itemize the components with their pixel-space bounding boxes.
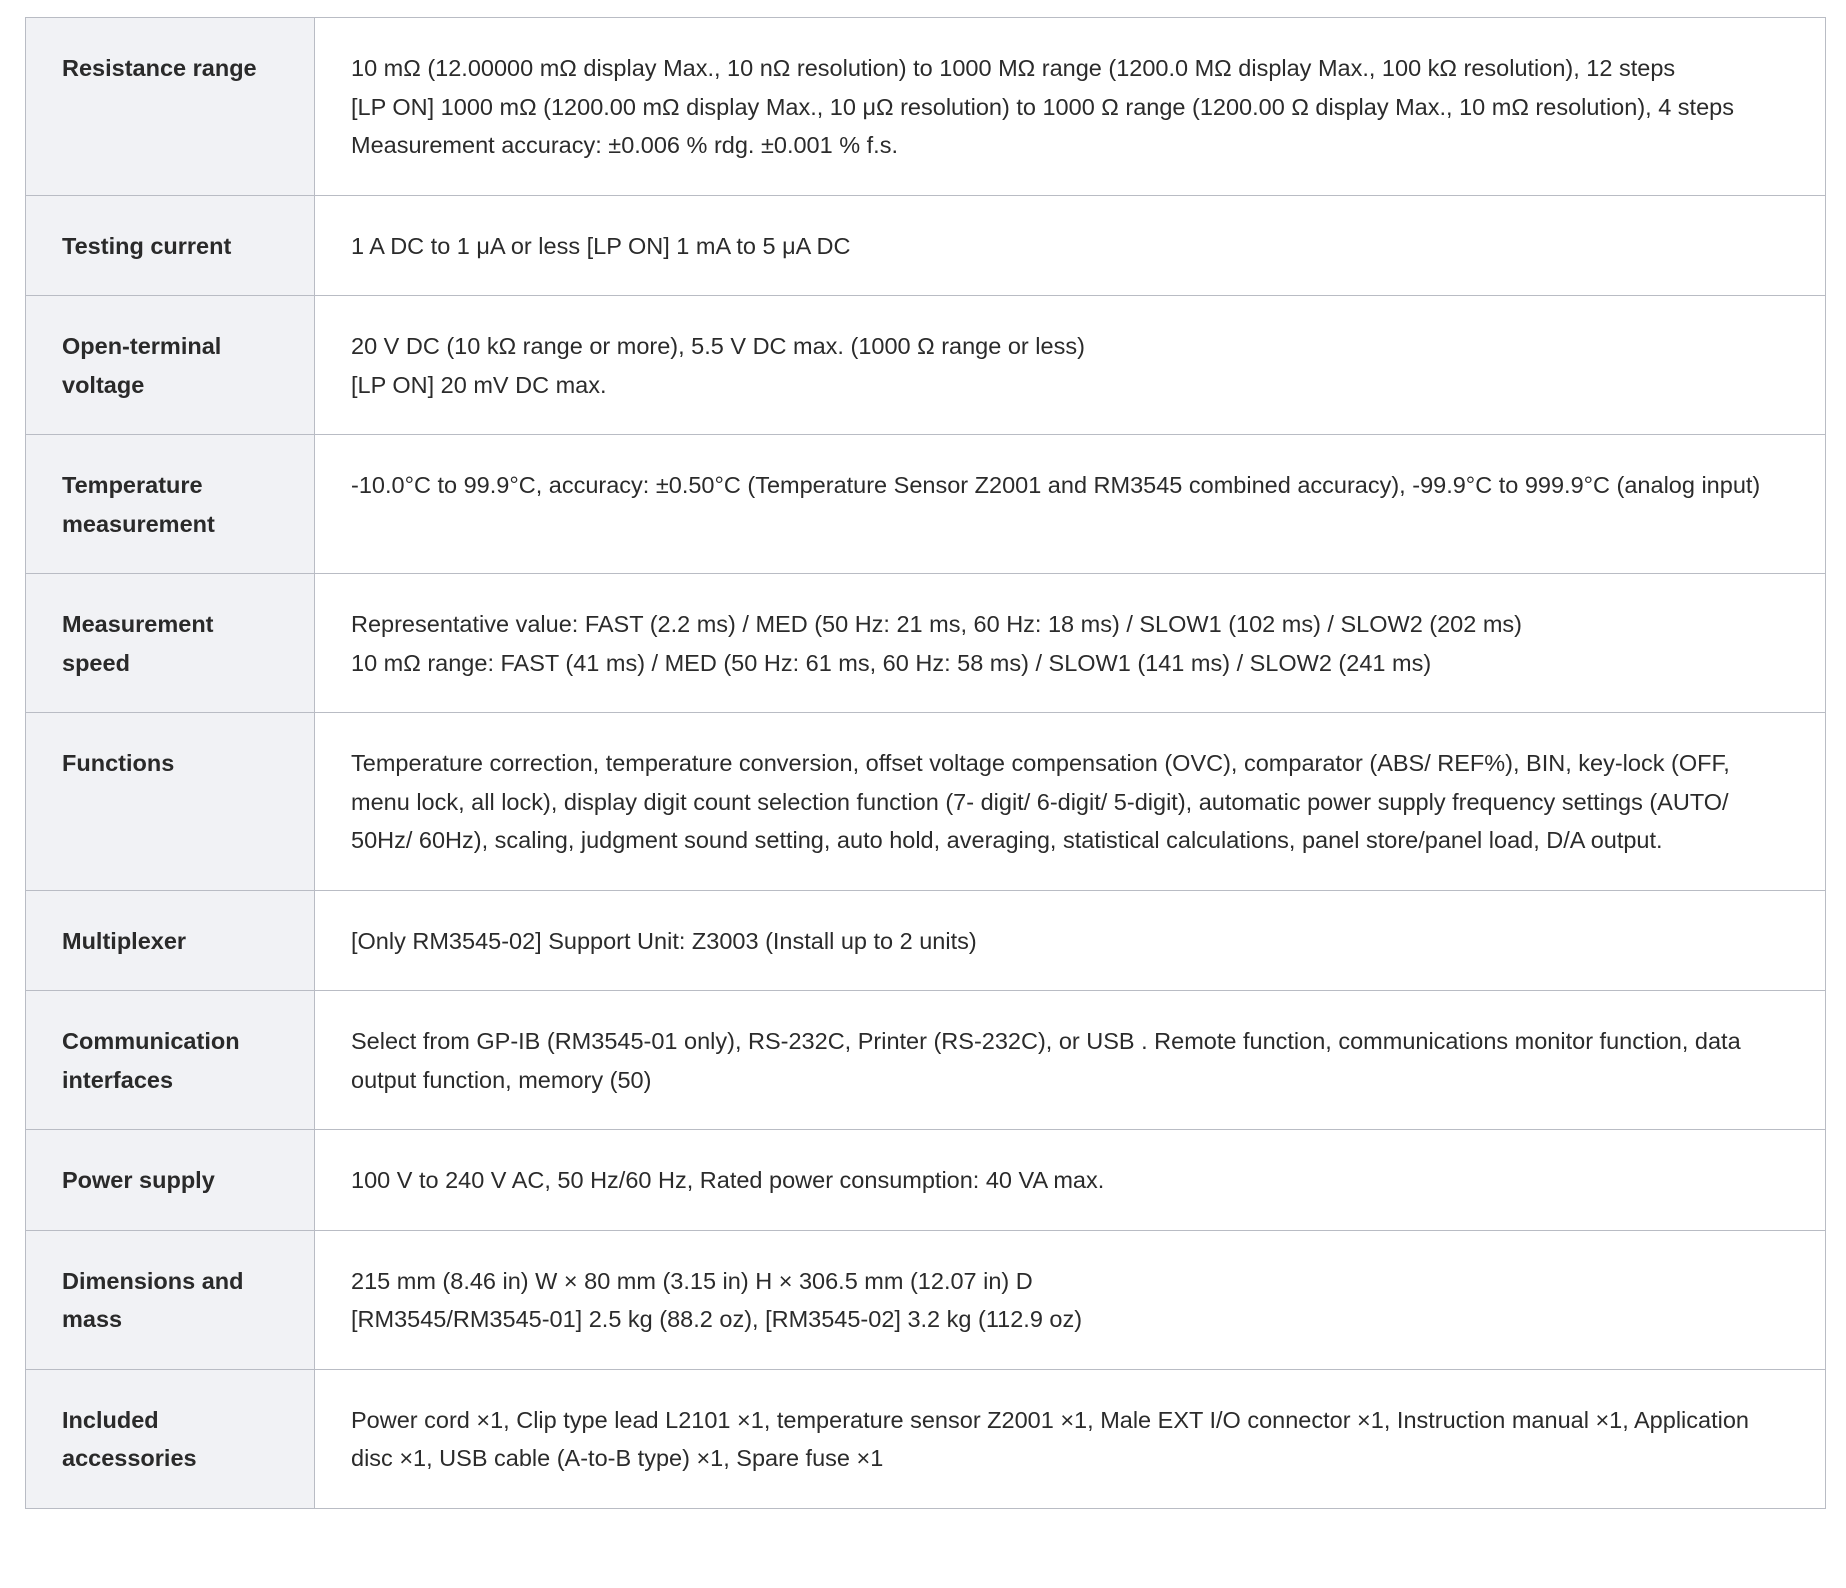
spec-value-line: [RM3545/RM3545-01] 2.5 kg (88.2 oz), [RM3545-02] 3.2 kg (112.9 oz): [351, 1306, 1083, 1332]
spec-value-line: [Only RM3545-02] Support Unit: Z3003 (Install up to 2 units): [351, 927, 977, 954]
spec-label: Measurement speed: [26, 574, 315, 713]
spec-label: Open-terminal voltage: [26, 296, 315, 435]
spec-value: [315, 1369, 1826, 1508]
spec-value-line: 20 V DC (10 kΩ range or more), 5.5 V DC max. (1000 Ω range or less): [351, 333, 1085, 359]
spec-value-line: 100 V to 240 V AC, 50 Hz/60 Hz, Rated power consumption: 40 VA max.: [351, 1167, 1105, 1193]
spec-value: [315, 195, 1826, 296]
spec-label: Power supply: [26, 1130, 315, 1231]
spec-value-line: 10 mΩ (12.00000 mΩ display Max., 10 nΩ resolution) to 1000 MΩ range (1200.0 MΩ display Max., 100 kΩ resolution), 12 steps: [351, 55, 1676, 81]
spec-value: [315, 890, 1826, 991]
spec-value: [315, 1230, 1826, 1369]
spec-value-line: Temperature correction, temperature conversion, offset voltage compensation (OVC), comparator (ABS/ REF%), BIN, key-lock (OFF, menu lock, all lock), display digit count selection function (7- digit/ 6-digit/ 5-digit), automatic power supply frequency settings (AUTO/ 50Hz/ 60Hz), scaling, judgment sound setting, auto hold, averaging, statistical calculations, panel store/panel load, D/A output.: [351, 750, 1730, 853]
spec-row-dimensions-and-mass: [26, 1230, 1826, 1369]
spec-value-line: Select from GP-IB (RM3545-01 only), RS-232C, Printer (RS-232C), or USB . Remote function, communications monitor function, data output function, memory (50): [351, 1028, 1741, 1093]
spec-value-line: Power cord ×1, Clip type lead L2101 ×1, temperature sensor Z2001 ×1, Male EXT I/O connector ×1, Instruction manual ×1, Application disc ×1, USB cable (A-to-B type) ×1, Spare fuse ×1: [351, 1406, 1749, 1471]
spec-value: [315, 18, 1826, 196]
spec-value: [315, 713, 1826, 891]
spec-label: Included accessories: [26, 1369, 315, 1508]
spec-value: [315, 435, 1826, 574]
spec-label: Functions: [26, 713, 315, 891]
spec-label: Multiplexer: [26, 890, 315, 991]
spec-row-temperature-measurement: [26, 435, 1826, 574]
spec-value: [315, 991, 1826, 1130]
spec-value-line: Representative value: FAST (2.2 ms) / MED (50 Hz: 21 ms, 60 Hz: 18 ms) / SLOW1 (102 ms) / SLOW2 (202 ms): [351, 611, 1523, 637]
spec-row-open-terminal-voltage: [26, 296, 1826, 435]
spec-value-line: [LP ON] 20 mV DC max.: [351, 371, 607, 398]
spec-value: [315, 574, 1826, 713]
spec-row-power-supply: [26, 1130, 1826, 1231]
spec-row-functions: [26, 713, 1826, 891]
spec-row-multiplexer: [26, 890, 1826, 991]
spec-label: Temperature measurement: [26, 435, 315, 574]
spec-value-line: 10 mΩ range: FAST (41 ms) / MED (50 Hz: 61 ms, 60 Hz: 58 ms) / SLOW1 (141 ms) / SLOW2 (241 ms): [351, 649, 1432, 676]
spec-value-line: [LP ON] 1000 mΩ (1200.00 mΩ display Max., 10 μΩ resolution) to 1000 Ω range (1200.00 Ω display Max., 10 mΩ resolution), 4 steps: [351, 93, 1734, 120]
spec-label: Testing current: [26, 195, 315, 296]
spec-row-resistance-range: [26, 18, 1826, 196]
spec-label: Communication interfaces: [26, 991, 315, 1130]
spec-label: Dimensions and mass: [26, 1230, 315, 1369]
spec-value-line: -10.0°C to 99.9°C, accuracy: ±0.50°C (Temperature Sensor Z2001 and RM3545 combined accuracy), -99.9°C to 999.9°C (analog input): [351, 472, 1761, 498]
spec-table-body: [26, 18, 1826, 1509]
spec-value-line: Measurement accuracy: ±0.006 % rdg. ±0.001 % f.s.: [351, 132, 898, 158]
spec-value: [315, 1130, 1826, 1231]
spec-table: [25, 17, 1826, 1509]
spec-row-included-accessories: [26, 1369, 1826, 1508]
spec-value-line: 1 A DC to 1 μA or less [LP ON] 1 mA to 5 μA DC: [351, 232, 851, 259]
spec-value-line: 215 mm (8.46 in) W × 80 mm (3.15 in) H × 306.5 mm (12.07 in) D: [351, 1267, 1033, 1294]
spec-row-communication-interfaces: [26, 991, 1826, 1130]
spec-value: [315, 296, 1826, 435]
spec-row-measurement-speed: [26, 574, 1826, 713]
spec-row-testing-current: [26, 195, 1826, 296]
spec-label: Resistance range: [26, 18, 315, 196]
